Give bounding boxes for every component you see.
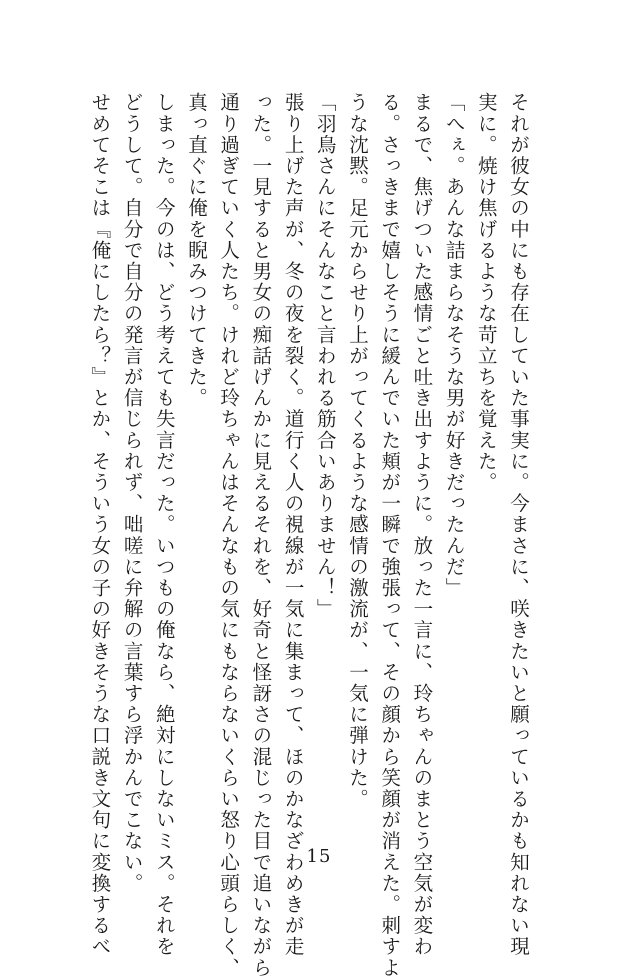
text-line: まるで、焦げついた感情ごと吐き出すように。放った一言に、玲ちゃんのまとう空気が変わ xyxy=(410,92,434,958)
text-line: 実に。焼け焦げるような苛立ちを覚えた。 xyxy=(474,92,498,493)
text-line: しまった。今のは、どう考えても失言だった。いつもの俺なら、絶対にしないミス。それを xyxy=(152,92,176,958)
text-line: 「羽鳥さんにそんなこと言われる筋合いありません！」 xyxy=(313,92,337,620)
text-line: る。さっきまで嬉しそうに緩んでいた頬が一瞬で強張って、その顔から笑顔が消えた。刺すよ xyxy=(378,92,402,978)
text-line: うな沈黙。足元からせり上がってくるような感情の激流が、一気に弾けた。 xyxy=(345,92,369,810)
text-line: 通り過ぎていく人たち。けれど玲ちゃんはそんなもの気にもならないくらい怒り心頭らしく、 xyxy=(217,92,241,978)
text-line: 真っ直ぐに俺を睨みつけてきた。 xyxy=(184,92,208,409)
text-line: それが彼女の中にも存在していた事実に。今まさに、咲きたいと願っているかも知れない現 xyxy=(507,92,530,958)
text-line: 張り上げた声が、冬の夜を裂く。道行く人の視線が一気に集まって、ほのかなざわめきが走 xyxy=(281,92,305,958)
text-line: 「へぇ。あんな詰まらなそうな男が好きだったんだ」 xyxy=(442,92,466,599)
page-number: 15 xyxy=(306,846,332,867)
text-line: どうして。自分で自分の発言が信じられず、咄嗟に弁解の言葉すら浮かんでこない。 xyxy=(120,92,144,894)
text-line: せめてそこは『俺にしたら？』とか、そういう女の子の好きそうな口説き文句に変換するべ xyxy=(88,92,112,958)
text-line: った。一見すると男女の痴話げんかに見えるそれを、好奇と怪訝さの混じった目で追いながら xyxy=(249,92,273,978)
